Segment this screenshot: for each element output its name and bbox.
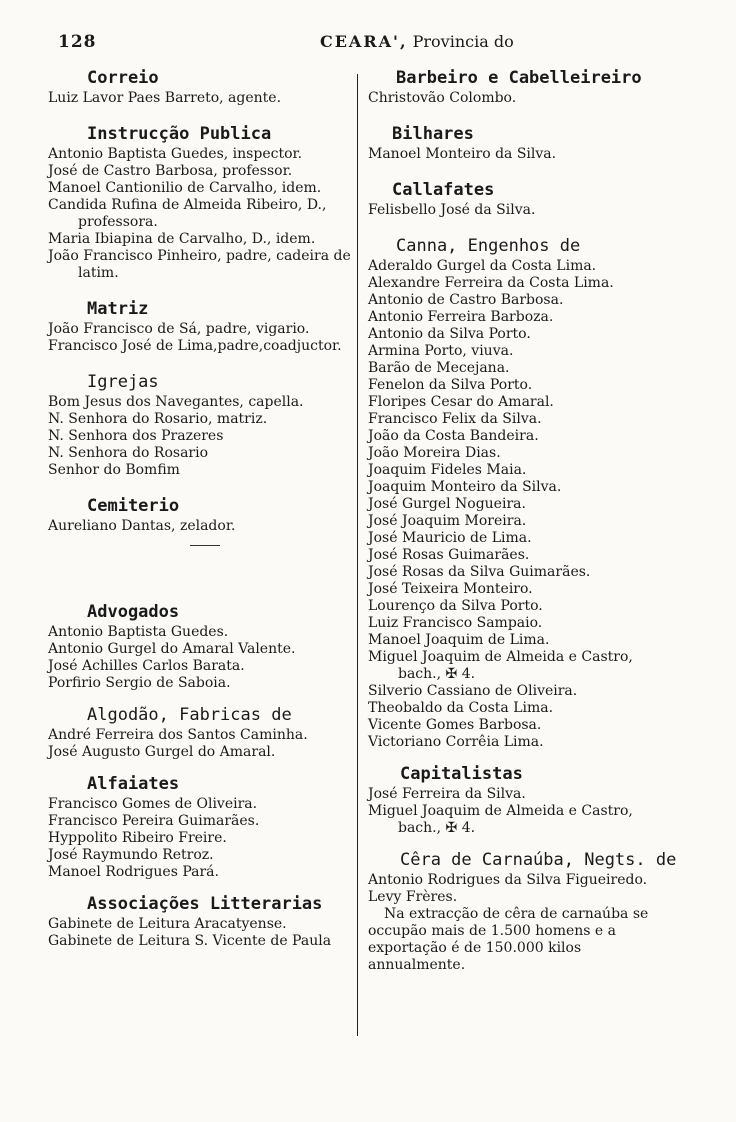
list-item: Antonio Baptista Guedes. xyxy=(48,624,229,640)
section-bilhares xyxy=(362,126,680,163)
section-canna xyxy=(362,238,680,751)
section-title: Barbeiro e Cabelleireiro xyxy=(396,68,642,88)
section-matriz xyxy=(42,301,357,355)
list-item: Gabinete de Leitura S. Vicente de Paula xyxy=(48,933,332,949)
section-title: Associações Litterarias xyxy=(87,894,323,914)
list-item: Fenelon da Silva Porto. xyxy=(368,377,533,393)
list-item: Lourenço da Silva Porto. xyxy=(368,598,543,614)
list-item: Aureliano Dantas, zelador. xyxy=(48,518,236,534)
list-item: N. Senhora dos Prazeres xyxy=(48,428,224,444)
section-correio xyxy=(42,70,357,107)
list-item: Armina Porto, viuva. xyxy=(368,343,514,359)
list-item: Joaquim Monteiro da Silva. xyxy=(368,479,562,495)
section-title: Bilhares xyxy=(392,124,474,144)
list-item: Manoel Cantionilio de Carvalho, idem. xyxy=(48,180,322,196)
list-item: Francisco José de Lima,padre,coadjuctor. xyxy=(48,338,342,354)
list-item: Senhor do Bomfim xyxy=(48,462,180,478)
list-item: Porfirio Sergio de Saboia. xyxy=(48,675,231,691)
section-title: Cêra de Carnaúba, Negts. de xyxy=(400,850,677,870)
list-item: José de Castro Barbosa, professor. xyxy=(48,163,293,179)
list-item: Maria Ibiapina de Carvalho, D., idem. xyxy=(48,231,316,247)
list-item: Hyppolito Ribeiro Freire. xyxy=(48,830,227,846)
list-item: Luiz Lavor Paes Barreto, agente. xyxy=(48,90,282,106)
section-associacoes xyxy=(42,896,357,950)
section-note: Na extracção de cêra de carnaúba se occupão mais de 1.500 homens e a exportação é de 150.000 kilos annualmente. xyxy=(368,906,649,973)
list-item: Barão de Mecejana. xyxy=(368,360,510,376)
list-item: Bom Jesus dos Navegantes, capella. xyxy=(48,394,304,410)
page-number: 128 xyxy=(58,32,97,52)
list-item: Felisbello José da Silva. xyxy=(368,202,536,218)
section-title: Alfaiates xyxy=(87,774,180,794)
section-capitalistas xyxy=(362,766,680,837)
section-title: Capitalistas xyxy=(400,764,523,784)
section-igrejas xyxy=(42,374,357,479)
list-item: João Francisco Pinheiro, padre, cadeira de latim. xyxy=(48,248,351,281)
section-title: Cemiterio xyxy=(87,496,180,516)
list-item: Christovão Colombo. xyxy=(368,90,517,106)
running-head xyxy=(320,32,514,51)
list-item: Silverio Cassiano de Oliveira. xyxy=(368,683,578,699)
section-title: Advogados xyxy=(87,602,180,622)
list-item: Manoel Monteiro da Silva. xyxy=(368,146,557,162)
list-item: Antonio da Silva Porto. xyxy=(368,326,531,342)
list-item: Theobaldo da Costa Lima. xyxy=(368,700,554,716)
list-item: Manoel Rodrigues Pará. xyxy=(48,864,219,880)
list-item: André Ferreira dos Santos Caminha. xyxy=(48,727,308,743)
section-title: Callafates xyxy=(392,180,495,200)
list-item: José Rosas da Silva Guimarães. xyxy=(368,564,591,580)
section-title: Igrejas xyxy=(87,372,159,392)
list-item: Antonio Ferreira Barboza. xyxy=(368,309,554,325)
section-title: Matriz xyxy=(87,299,149,319)
list-item: José Ferreira da Silva. xyxy=(368,786,526,802)
list-item: Miguel Joaquim de Almeida e Castro, bach., ✠ 4. xyxy=(368,649,633,682)
running-head-subtitle: Provincia do xyxy=(412,32,514,51)
section-cemiterio xyxy=(42,498,357,546)
list-item: Francisco Pereira Guimarães. xyxy=(48,813,260,829)
list-item: Manoel Joaquim de Lima. xyxy=(368,632,550,648)
list-item: Francisco Felix da Silva. xyxy=(368,411,542,427)
list-item: José Gurgel Nogueira. xyxy=(368,496,526,512)
section-alfaiates xyxy=(42,776,357,881)
section-callafates xyxy=(362,182,680,219)
list-item: Antonio de Castro Barbosa. xyxy=(368,292,564,308)
list-item: Levy Frères. xyxy=(368,889,458,905)
list-item: José Teixeira Monteiro. xyxy=(368,581,533,597)
list-item: José Rosas Guimarães. xyxy=(368,547,530,563)
list-item: Antonio Rodrigues da Silva Figueiredo. xyxy=(368,872,648,888)
section-title: Instrucção Publica xyxy=(87,124,272,144)
list-item: Candida Rufina de Almeida Ribeiro, D., professora. xyxy=(48,197,327,230)
list-item: João Moreira Dias. xyxy=(368,445,501,461)
list-item: Luiz Francisco Sampaio. xyxy=(368,615,543,631)
page-header xyxy=(40,32,700,54)
section-instruccao xyxy=(42,126,357,282)
list-item: Joaquim Fideles Maia. xyxy=(368,462,527,478)
section-advogados xyxy=(42,604,357,692)
running-head-title: CEARA', xyxy=(320,32,408,51)
list-item: Aderaldo Gurgel da Costa Lima. xyxy=(368,258,597,274)
list-item: Floripes Cesar do Amaral. xyxy=(368,394,554,410)
list-item: N. Senhora do Rosario, matriz. xyxy=(48,411,268,427)
list-item: Alexandre Ferreira da Costa Lima. xyxy=(368,275,614,291)
list-item: Victoriano Corrêia Lima. xyxy=(368,734,544,750)
section-barbeiro xyxy=(362,70,680,107)
list-item: José Mauricio de Lima. xyxy=(368,530,532,546)
column-divider xyxy=(357,74,358,1036)
list-item: N. Senhora do Rosario xyxy=(48,445,209,461)
section-title: Correio xyxy=(87,68,159,88)
section-title: Algodão, Fabricas de xyxy=(87,705,292,725)
list-item: Antonio Gurgel do Amaral Valente. xyxy=(48,641,296,657)
list-item: José Achilles Carlos Barata. xyxy=(48,658,245,674)
section-title: Canna, Engenhos de xyxy=(396,236,581,256)
section-divider xyxy=(190,545,220,546)
list-item: Antonio Baptista Guedes, inspector. xyxy=(48,146,303,162)
list-item: Miguel Joaquim de Almeida e Castro, bach., ✠ 4. xyxy=(368,803,633,836)
list-item: Francisco Gomes de Oliveira. xyxy=(48,796,258,812)
list-item: Vicente Gomes Barbosa. xyxy=(368,717,542,733)
left-column xyxy=(42,70,357,965)
section-algodao xyxy=(42,707,357,761)
right-column xyxy=(362,70,680,989)
list-item: José Joaquim Moreira. xyxy=(368,513,527,529)
list-item: João Francisco de Sá, padre, vigario. xyxy=(48,321,310,337)
section-cera xyxy=(362,852,680,974)
list-item: Gabinete de Leitura Aracatyense. xyxy=(48,916,287,932)
list-item: José Raymundo Retroz. xyxy=(48,847,214,863)
list-item: José Augusto Gurgel do Amaral. xyxy=(48,744,276,760)
list-item: João da Costa Bandeira. xyxy=(368,428,539,444)
